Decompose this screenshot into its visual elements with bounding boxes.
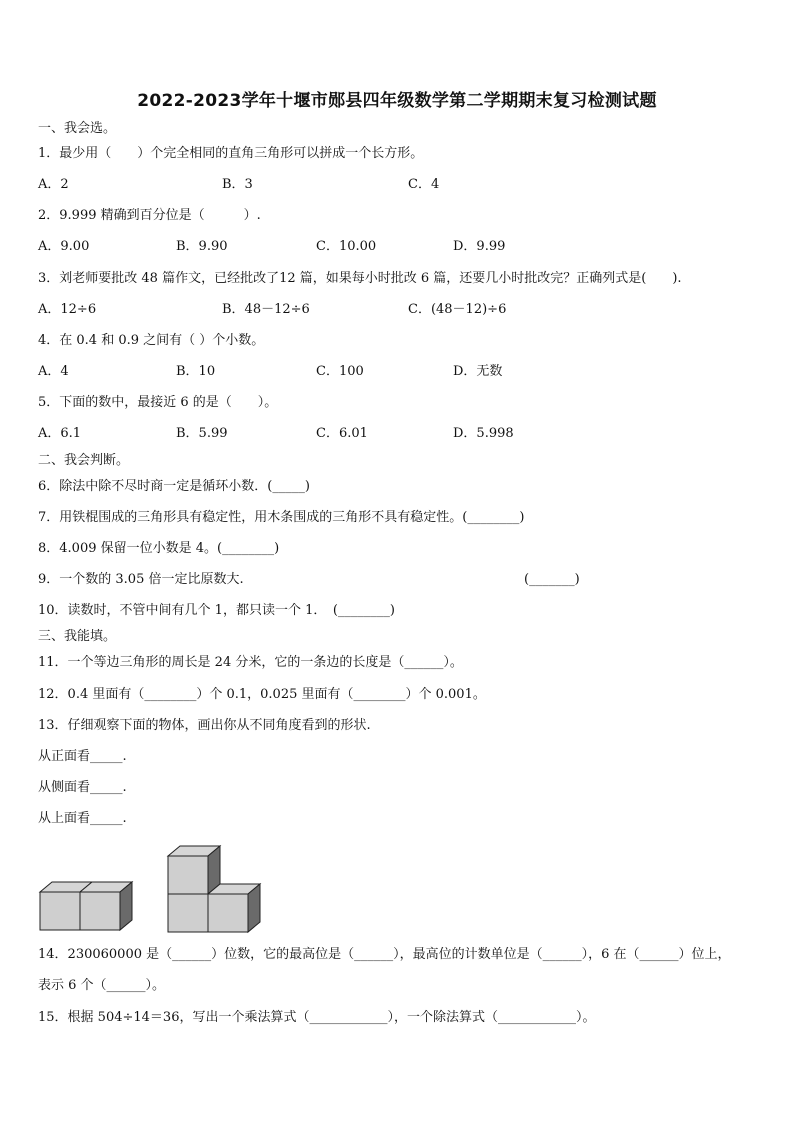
question-13: 13．仔细观察下面的物体，画出你从不同角度看到的形状. xyxy=(38,718,371,733)
q2-option-d: D．9.99 xyxy=(453,239,506,254)
cube-front-face xyxy=(80,892,120,930)
q4-option-c: C．100 xyxy=(316,364,364,379)
q3-option-c: C．(48－12)÷6 xyxy=(408,302,507,317)
question-8: 8．4.009 保留一位小数是 4。(________) xyxy=(38,541,280,556)
section-heading-fill: 三、我能填。 xyxy=(38,629,117,644)
question-4: 4．在 0.4 和 0.9 之间有（ ）个小数。 xyxy=(38,333,265,348)
question-1: 1．最少用（ ）个完全相同的直角三角形可以拼成一个长方形。 xyxy=(38,146,424,161)
question-6: 6．除法中除不尽时商一定是循环小数．(_____) xyxy=(38,479,310,494)
question-13-front-view: 从正面看_____. xyxy=(38,749,127,764)
cube-front-face xyxy=(168,856,208,894)
question-13-top-view: 从上面看_____. xyxy=(38,811,127,826)
cube-group-left-figure xyxy=(36,878,140,934)
question-9: 9．一个数的 3.05 倍一定比原数大. xyxy=(38,572,244,587)
q1-option-a: A．2 xyxy=(38,177,69,192)
question-15: 15．根据 504÷14＝36，写出一个乘法算式（____________），一个除法算式（____________）。 xyxy=(38,1010,596,1025)
q5-option-d: D．5.998 xyxy=(453,426,514,441)
section-heading-judge: 二、我会判断。 xyxy=(38,453,130,468)
section-heading-choice: 一、我会选。 xyxy=(38,121,117,136)
question-11: 11．一个等边三角形的周长是 24 分米，它的一条边的长度是（______）。 xyxy=(38,655,463,670)
q5-option-c: C．6.01 xyxy=(316,426,368,441)
q2-option-a: A．9.00 xyxy=(38,239,90,254)
question-14-line-1: 14．230060000 是（______）位数，它的最高位是（______），最高位的计数单位是（______），6 在（______）位上， xyxy=(38,947,731,962)
question-13-side-view: 从侧面看_____. xyxy=(38,780,127,795)
q5-option-a: A．6.1 xyxy=(38,426,82,441)
question-2: 2．9.999 精确到百分位是（ ）. xyxy=(38,208,261,223)
q2-option-c: C．10.00 xyxy=(316,239,377,254)
question-12: 12．0.4 里面有（________）个 0.1，0.025 里面有（________）个 0.001。 xyxy=(38,687,486,702)
q1-option-b: B．3 xyxy=(222,177,253,192)
cube-front-face xyxy=(40,892,80,930)
q4-option-a: A．4 xyxy=(38,364,69,379)
question-14-line-2: 表示 6 个（______）。 xyxy=(38,978,166,993)
q3-option-b: B．48－12÷6 xyxy=(222,302,310,317)
question-3: 3．刘老师要批改 48 篇作文，已经批改了12 篇，如果每小时批改 6 篇，还要几小时批改完？正确列式是( ). xyxy=(38,271,682,286)
cube-front-face xyxy=(208,894,248,932)
q2-option-b: B．9.90 xyxy=(176,239,228,254)
question-7: 7．用铁棍围成的三角形具有稳定性，用木条围成的三角形不具有稳定性。(________) xyxy=(38,510,525,525)
q3-option-a: A．12÷6 xyxy=(38,302,97,317)
cube-front-face xyxy=(168,894,208,932)
q4-option-d: D．无数 xyxy=(453,364,503,379)
question-10: 10．读数时，不管中间有几个 1，都只读一个 1． (________) xyxy=(38,603,395,618)
question-9-blank: (_______) xyxy=(524,572,580,587)
q4-option-b: B．10 xyxy=(176,364,216,379)
q1-option-c: C．4 xyxy=(408,177,440,192)
question-5: 5．下面的数中，最接近 6 的是（ ）。 xyxy=(38,395,278,410)
q5-option-b: B．5.99 xyxy=(176,426,228,441)
page-title: 2022-2023学年十堰市郧县四年级数学第二学期期末复习检测试题 xyxy=(137,91,657,111)
cube-group-right-figure xyxy=(164,842,268,936)
